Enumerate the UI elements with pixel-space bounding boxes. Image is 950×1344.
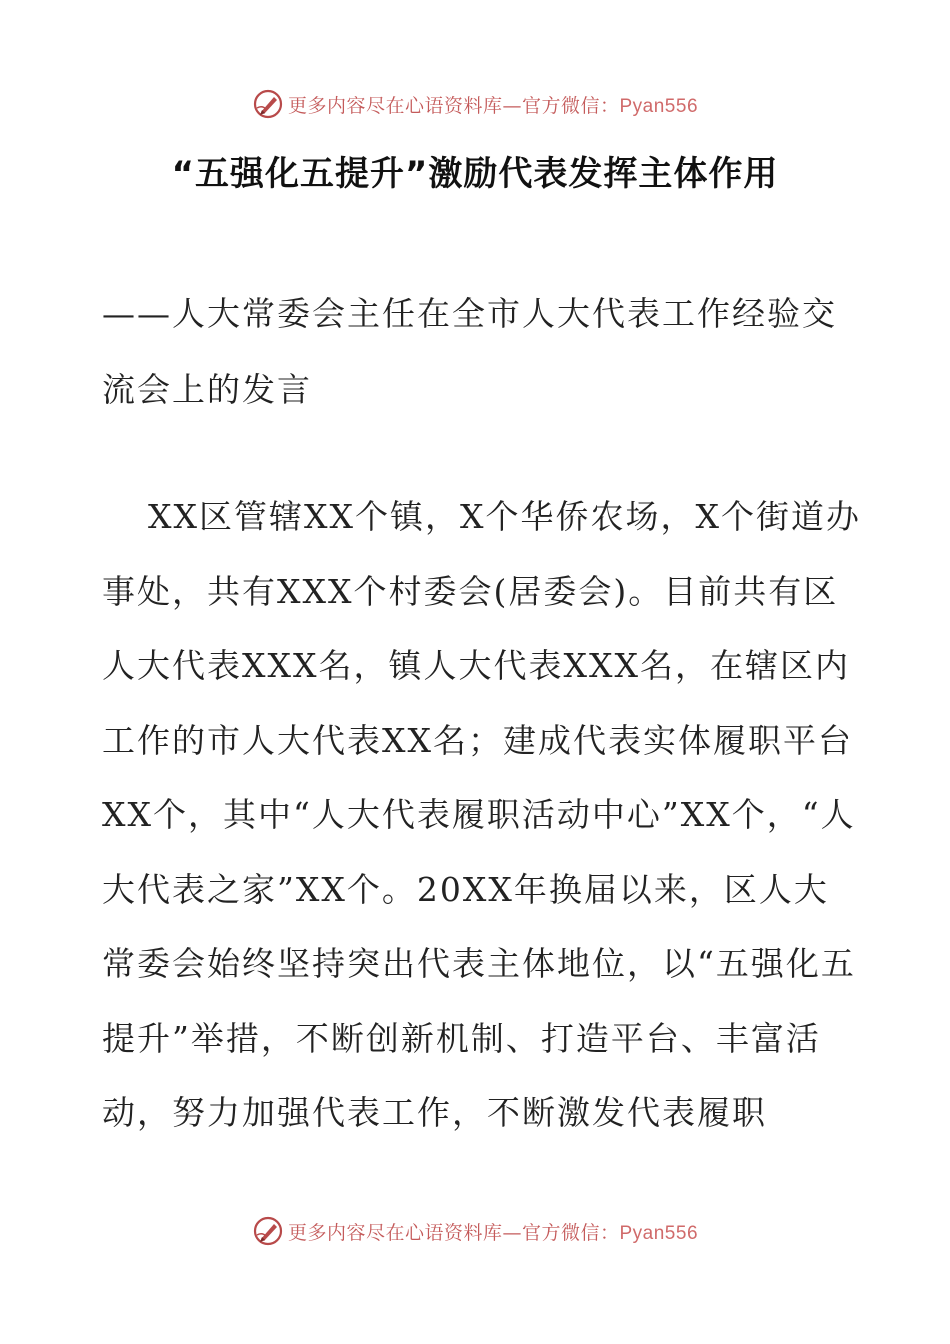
body-paragraph: XX区管辖XX个镇，X个华侨农场，X个街道办事处，共有XXX个村委会(居委会)。目前共有区人大代表XXX名，镇人大代表XXX名，在辖区内工作的市人大代表XX名；建成代表实体履职平台XX个，其中“人大代表履职活动中心”XX个，“人大代表之家”XX个。20XX年换届以来，区人大常委会始终坚持突出代表主体地位，以“五强化五提升”举措，不断创新机制、打造平台、丰富活动，努力加强代表工作，不断激发代表履职	[102, 497, 861, 1132]
pen-circle-logo-icon	[252, 1215, 284, 1247]
header-watermark	[0, 84, 950, 124]
watermark-text: 更多内容尽在心语资料库—官方微信：Pyan556	[287, 1221, 699, 1244]
document-title: “五强化五提升”激励代表发挥主体作用	[171, 154, 779, 194]
pen-circle-logo-icon	[252, 88, 284, 120]
watermark-account: Pyan556	[619, 1222, 699, 1244]
watermark-text: 更多内容尽在心语资料库—官方微信：Pyan556	[287, 94, 699, 117]
document-subtitle: ——人大常委会主任在全市人大代表工作经验交流会上的发言	[102, 294, 837, 409]
footer-watermark	[0, 1211, 950, 1251]
watermark-account: Pyan556	[619, 95, 699, 117]
